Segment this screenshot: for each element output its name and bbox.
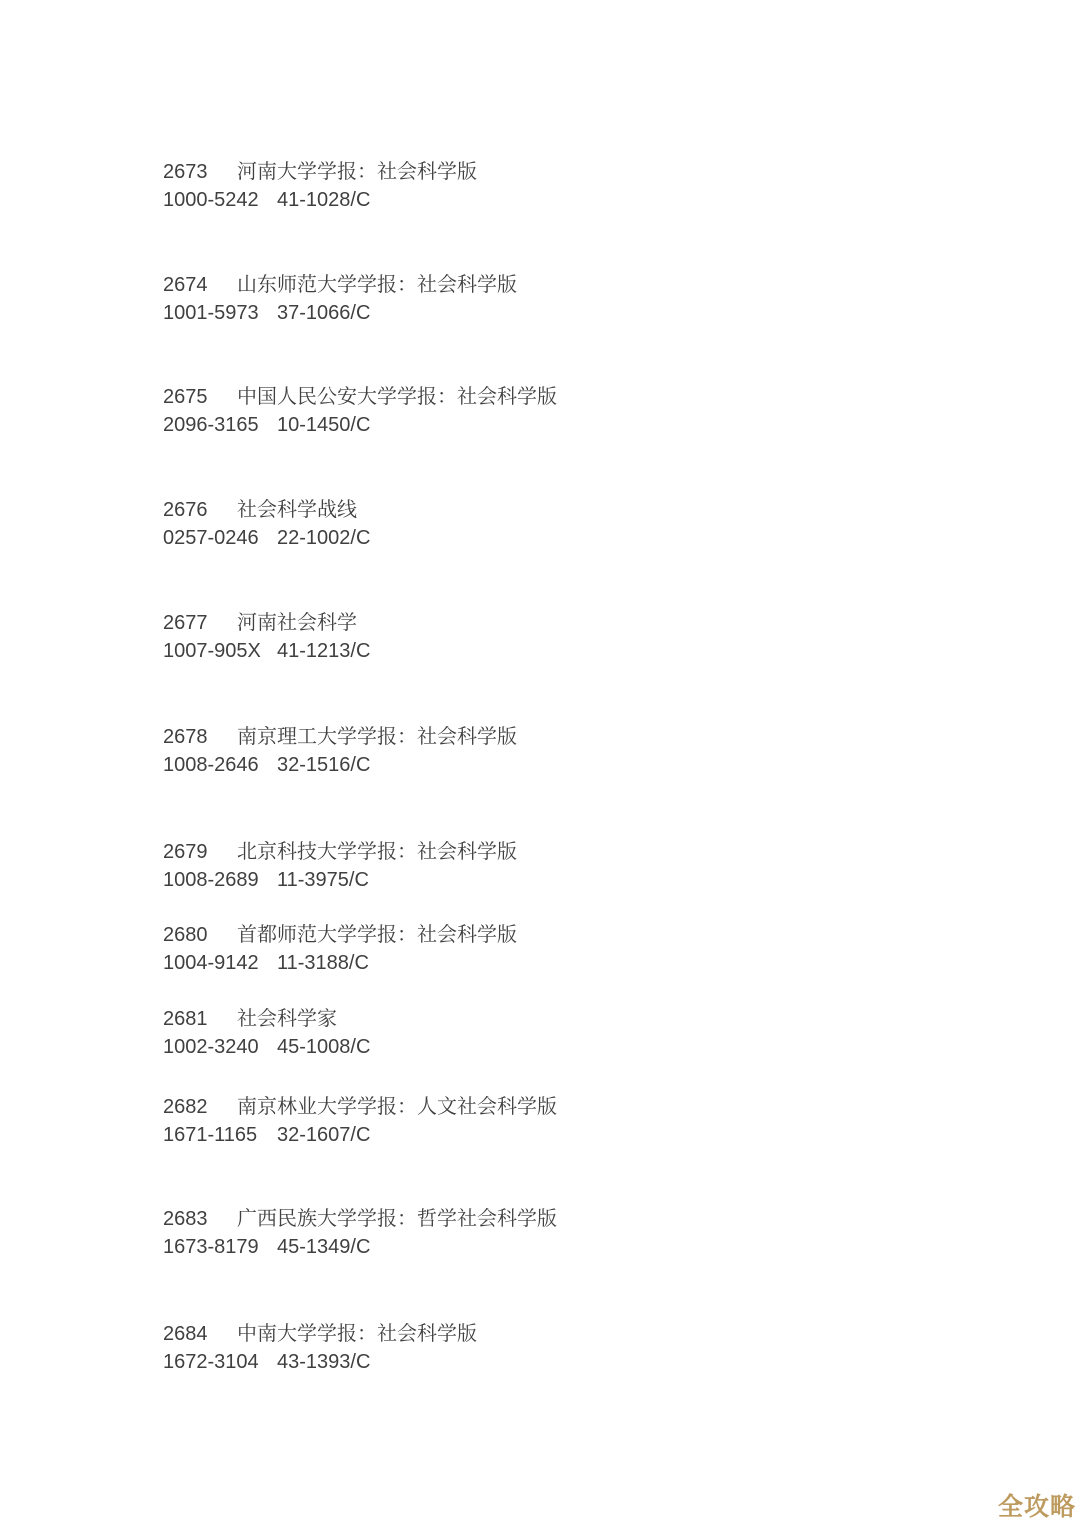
journal-issn: 1673-8179 (163, 1236, 259, 1258)
journal-index: 2680 (163, 924, 208, 946)
journal-title: 中南大学学报：社会科学版 (237, 1323, 477, 1345)
journal-cn-number: 11-3188/C (277, 952, 369, 974)
journal-entry (163, 271, 517, 327)
journal-index: 2673 (163, 161, 208, 183)
journal-title-line (163, 496, 370, 524)
journal-entry (163, 1320, 477, 1376)
journal-cn-number: 37-1066/C (277, 302, 371, 324)
journal-index: 2684 (163, 1323, 208, 1345)
journal-title-line (163, 1093, 557, 1121)
journal-entry (163, 1005, 370, 1061)
journal-title: 北京科技大学学报：社会科学版 (237, 841, 517, 863)
journal-index: 2678 (163, 726, 208, 748)
journal-title-line (163, 609, 370, 637)
journal-title-line (163, 1320, 477, 1348)
journal-index: 2683 (163, 1208, 208, 1230)
journal-title: 南京林业大学学报：人文社会科学版 (237, 1096, 557, 1118)
journal-entry (163, 1205, 557, 1261)
site-watermark: 全攻略 (997, 1493, 1076, 1521)
journal-codes-line (163, 751, 517, 779)
journal-title: 中国人民公安大学学报：社会科学版 (237, 386, 557, 408)
journal-title: 河南大学学报：社会科学版 (237, 161, 477, 183)
journal-title: 河南社会科学 (237, 612, 357, 634)
journal-entry (163, 496, 370, 552)
journal-title: 首都师范大学学报：社会科学版 (237, 924, 517, 946)
journal-cn-number: 22-1002/C (277, 527, 371, 549)
journal-issn: 1672-3104 (163, 1351, 259, 1373)
journal-index: 2676 (163, 499, 208, 521)
journal-issn: 0257-0246 (163, 527, 259, 549)
journal-cn-number: 41-1028/C (277, 189, 371, 211)
journal-cn-number: 10-1450/C (277, 414, 371, 436)
journal-codes-line (163, 1348, 477, 1376)
journal-cn-number: 43-1393/C (277, 1351, 371, 1373)
journal-codes-line (163, 524, 370, 552)
journal-title: 社会科学战线 (237, 499, 357, 521)
journal-title: 南京理工大学学报：社会科学版 (237, 726, 517, 748)
journal-codes-line (163, 1121, 557, 1149)
journal-index: 2674 (163, 274, 208, 296)
journal-title-line (163, 383, 557, 411)
journal-codes-line (163, 866, 517, 894)
journal-index: 2682 (163, 1096, 208, 1118)
journal-title-line (163, 271, 517, 299)
journal-title-line (163, 723, 517, 751)
journal-codes-line (163, 1033, 370, 1061)
journal-issn: 1007-905X (163, 640, 261, 662)
journal-entry (163, 158, 477, 214)
journal-title: 社会科学家 (237, 1008, 337, 1030)
journal-issn: 1002-3240 (163, 1036, 259, 1058)
journal-codes-line (163, 949, 517, 977)
journal-index: 2677 (163, 612, 208, 634)
journal-cn-number: 32-1516/C (277, 754, 371, 776)
journal-issn: 1008-2646 (163, 754, 259, 776)
journal-codes-line (163, 299, 517, 327)
journal-issn: 1000-5242 (163, 189, 259, 211)
journal-issn: 1001-5973 (163, 302, 259, 324)
journal-title-line (163, 158, 477, 186)
journal-entry (163, 383, 557, 439)
journal-entry (163, 838, 517, 894)
journal-cn-number: 11-3975/C (277, 869, 369, 891)
journal-codes-line (163, 1233, 557, 1261)
journal-codes-line (163, 637, 370, 665)
journal-index: 2679 (163, 841, 208, 863)
journal-title: 广西民族大学学报：哲学社会科学版 (237, 1208, 557, 1230)
journal-cn-number: 32-1607/C (277, 1124, 371, 1146)
journal-cn-number: 45-1349/C (277, 1236, 371, 1258)
journal-cn-number: 41-1213/C (277, 640, 371, 662)
journal-codes-line (163, 411, 557, 439)
journal-issn: 1008-2689 (163, 869, 259, 891)
journal-title: 山东师范大学学报：社会科学版 (237, 274, 517, 296)
journal-codes-line (163, 186, 477, 214)
journal-index: 2681 (163, 1008, 208, 1030)
journal-entry (163, 1093, 557, 1149)
journal-title-line (163, 1005, 370, 1033)
journal-entry (163, 723, 517, 779)
journal-cn-number: 45-1008/C (277, 1036, 371, 1058)
journal-issn: 2096-3165 (163, 414, 259, 436)
journal-issn: 1004-9142 (163, 952, 259, 974)
journal-title-line (163, 921, 517, 949)
journal-index: 2675 (163, 386, 208, 408)
journal-title-line (163, 1205, 557, 1233)
journal-entry (163, 609, 370, 665)
journal-issn: 1671-1165 (163, 1124, 258, 1146)
journal-entry (163, 921, 517, 977)
journal-title-line (163, 838, 517, 866)
